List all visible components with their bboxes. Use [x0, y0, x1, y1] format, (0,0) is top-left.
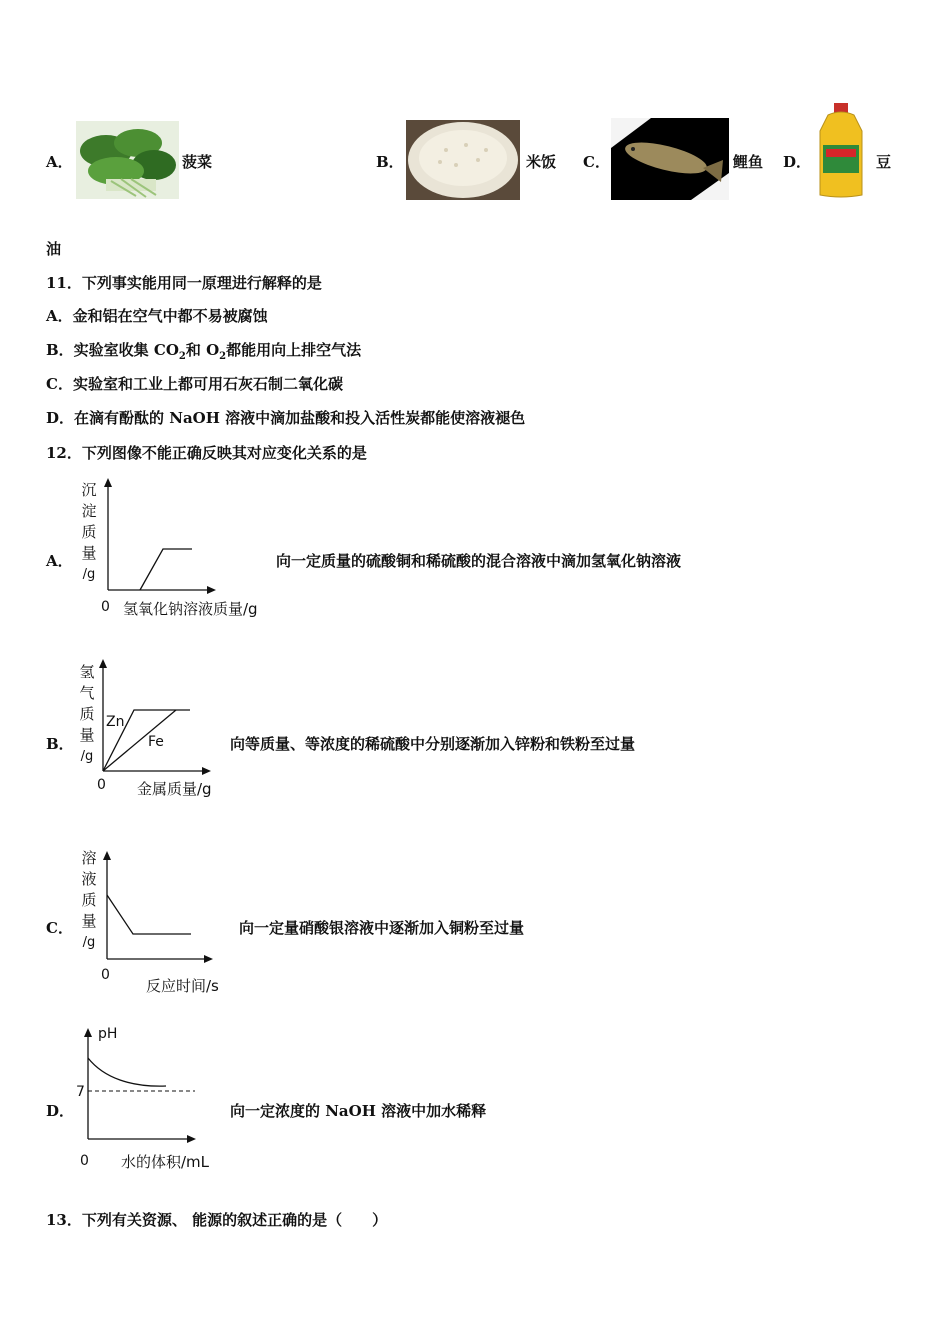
option-a-letter: A．: [46, 153, 73, 171]
q11-option-c: C．实验室和工业上都可用石灰石制二氧化碳: [46, 375, 343, 393]
q12-c-graph: [95, 845, 225, 990]
option-d-label: 豆: [876, 153, 892, 171]
q11-stem: 11．下列事实能用同一原理进行解释的是: [46, 274, 322, 292]
y-axis-arrow: [103, 851, 111, 860]
ph7-label: 7: [76, 1084, 85, 1100]
ph-axis-label: pH: [98, 1026, 118, 1042]
q11-option-b: B．实验室收集 $CO_2$和 $O_2$都能用向上排空气法: [46, 341, 362, 362]
q12-d-text: 向一定浓度的 NaOH 溶液中加水稀释: [230, 1102, 487, 1120]
q12-c-xlabel: 反应时间/s: [146, 977, 219, 995]
q12-a-text: 向一定质量的硫酸铜和稀硫酸的混合溶液中滴加氢氧化钠溶液: [276, 552, 682, 570]
ph-curve: [88, 1058, 166, 1086]
oil-bottle-photo: [816, 103, 866, 199]
fe-label: Fe: [148, 734, 164, 750]
q12-stem: 12．下列图像不能正确反映其对应变化关系的是: [46, 444, 367, 462]
q12-b-letter: B．: [46, 735, 74, 753]
zn-label: Zn: [106, 714, 125, 730]
x-axis-arrow: [207, 586, 216, 594]
q12-c-text: 向一定量硝酸银溶液中逐渐加入铜粉至过量: [239, 919, 525, 937]
origin-label: 0: [101, 967, 110, 983]
origin-label: 0: [80, 1153, 89, 1169]
q12-b-text: 向等质量、等浓度的稀硫酸中分别逐渐加入锌粉和铁粉至过量: [230, 735, 636, 753]
y-axis-arrow: [99, 659, 107, 668]
y-axis-arrow: [104, 478, 112, 487]
spinach-photo: [76, 121, 179, 199]
x-axis-arrow: [187, 1135, 196, 1143]
option-c-label: 鲤鱼: [733, 153, 764, 171]
x-axis-arrow: [204, 955, 213, 963]
option-a-label: 菠菜: [182, 153, 213, 171]
q12-a-letter: A．: [46, 552, 73, 570]
precipitate-curve: [140, 549, 192, 590]
option-d-label-cont: 油: [46, 240, 62, 258]
option-b-letter: B．: [376, 153, 404, 171]
option-b-label: 米饭: [526, 153, 557, 171]
option-d-letter: D．: [783, 153, 812, 171]
q12-a-xlabel: 氢氧化钠溶液质量/g: [123, 600, 258, 618]
rice-photo: [406, 120, 520, 200]
q13-stem: 13．下列有关资源、 能源的叙述正确的是（ ）: [46, 1211, 388, 1229]
q12-a-ylabel: 沉 淀 质 量 /g: [81, 481, 97, 582]
q11-option-a: A．金和铝在空气中都不易被腐蚀: [46, 307, 268, 325]
option-c-letter: C．: [583, 153, 610, 171]
q12-c-ylabel: 溶 液 质 量 /g: [81, 849, 97, 950]
origin-label: 0: [97, 777, 106, 793]
q11-option-d: D．在滴有酚酞的 NaOH 溶液中滴加盐酸和投入活性炭都能使溶液褪色: [46, 409, 526, 427]
q12-d-xlabel: 水的体积/mL: [121, 1153, 210, 1171]
x-axis-arrow: [202, 767, 211, 775]
origin-label: 0: [101, 599, 110, 615]
solution-mass-curve: [107, 895, 191, 934]
q12-d-letter: D．: [46, 1102, 75, 1120]
q12-b-xlabel: 金属质量/g: [137, 780, 212, 798]
carp-photo: [611, 118, 729, 200]
y-axis-arrow: [84, 1028, 92, 1037]
q12-c-letter: C．: [46, 919, 73, 937]
q12-b-ylabel: 氢 气 质 量 /g: [79, 663, 95, 764]
